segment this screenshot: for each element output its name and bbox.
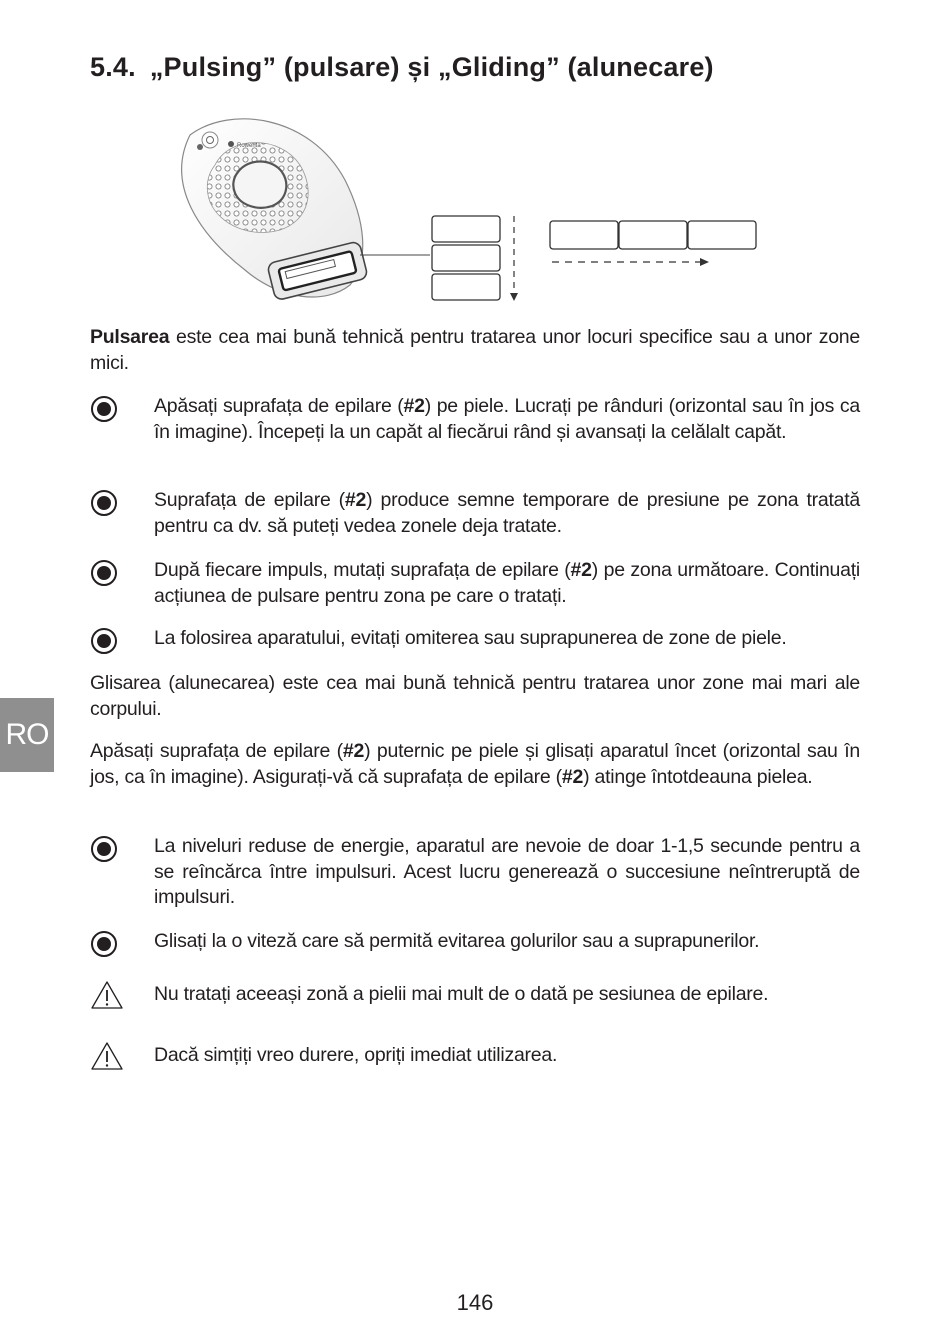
target-bullet-icon: [90, 627, 118, 655]
pulsing-bullet-1-text: [154, 394, 860, 445]
text-segment: Suprafața de epilare (: [154, 489, 345, 511]
gliding-bullet-1-text: La niveluri reduse de energie, aparatul are nevoie de doar 1-1,5 secunde pentru a se reîncărca între impulsuri. Acest lucru generează o succesiune neîntreruptă de impulsuri.: [154, 835, 860, 908]
warning-1-text: Nu tratați aceeași zonă a pielii mai mult de o dată pe sesiunea de epilare.: [154, 983, 769, 1005]
text-segment: ) puternic pe piele și glisați aparatul încet (orizontal sau în jos, ca în imagine). Asigurați-vă că suprafața de epilare (: [90, 740, 860, 788]
pulsing-bullet-2-text: [154, 488, 860, 539]
section-number: 5.4.: [90, 52, 136, 82]
target-bullet-icon: [90, 489, 118, 517]
part-reference: #2: [570, 559, 592, 581]
text-segment: Apăsați suprafața de epilare (: [154, 395, 404, 417]
language-tab: RO: [0, 698, 54, 772]
part-reference: #2: [344, 489, 367, 511]
section-title: [90, 52, 890, 83]
epilator-device-icon: [160, 110, 780, 315]
target-bullet-icon: [90, 395, 118, 423]
part-reference: #2: [561, 765, 584, 788]
pulsing-bullet-4-text: La folosirea aparatului, evitați omiterea sau suprapunerea de zone de piele.: [154, 627, 787, 649]
section-title-text: „Pulsing” (pulsare) și „Gliding” (alunecare): [149, 52, 714, 82]
text-segment: ) pe zona următoare. Continuați acțiunea de pulsare pentru zona pe care o tratați.: [154, 559, 860, 607]
page-number: 146: [456, 1290, 494, 1315]
gliding-instructions-paragraph: [90, 739, 860, 790]
text-segment: ) pe piele. Lucrați pe rânduri (orizontal sau în jos ca în imagine). Începeți la un capăt al fiecărui rând și avansați la celălalt capăt.: [154, 395, 860, 443]
device-brand-label: Rowenta: [237, 143, 261, 149]
target-bullet-icon: [90, 930, 118, 958]
warning-triangle-icon: [90, 980, 124, 1010]
pulsing-intro-text: este cea mai bună tehnică pentru tratarea unor locuri specifice sau a unor zone mici.: [90, 326, 860, 374]
pulsing-lead-term: Pulsarea: [90, 326, 170, 348]
target-bullet-icon: [90, 835, 118, 863]
warning-2-text: Dacă simțiți vreo durere, opriți imediat utilizarea.: [154, 1044, 558, 1066]
text-segment: După fiecare impuls, mutați suprafața de epilare (: [154, 559, 571, 581]
gliding-intro-paragraph: Glisarea (alunecarea) este cea mai bună tehnică pentru tratarea unor zone mai mari ale corpului.: [90, 672, 860, 720]
text-segment: ) produce semne temporare de presiune pe zona tratată pentru ca dv. să puteți vedea zonele deja tratate.: [154, 489, 860, 537]
pulsing-gliding-illustration: [160, 110, 780, 315]
pulsing-bullet-3-text: [154, 558, 860, 609]
text-segment: ) atinge întotdeauna pielea.: [583, 765, 813, 788]
warning-triangle-icon: [90, 1041, 124, 1071]
gliding-bullet-2-text: Glisați la o viteză care să permită evitarea golurilor sau a suprapunerilor.: [154, 930, 760, 952]
target-bullet-icon: [90, 559, 118, 587]
pulsing-intro-paragraph: [90, 325, 860, 376]
part-reference: #2: [403, 395, 425, 417]
part-reference: #2: [342, 740, 365, 762]
text-segment: Apăsați suprafața de epilare (: [90, 740, 343, 762]
